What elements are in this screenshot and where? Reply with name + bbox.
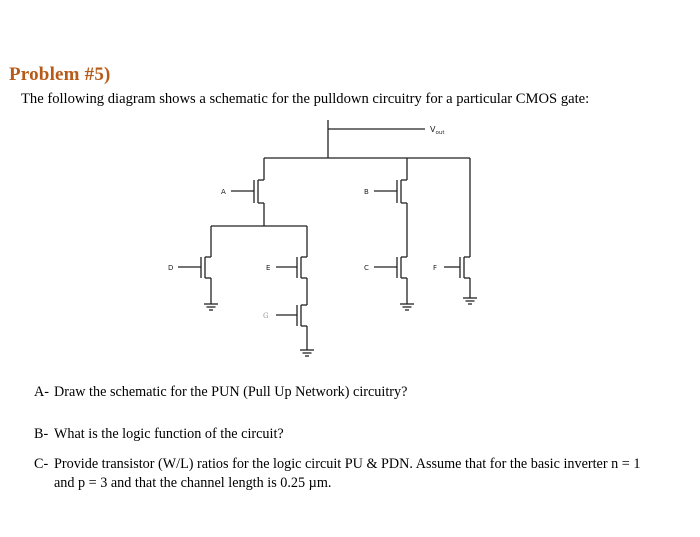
ground-d [204,304,218,310]
transistor-e [266,226,307,305]
input-b-label: B [364,188,369,196]
problem-intro: The following diagram shows a schematic for the pulldown circuitry for a particular CMOS gate: [21,91,590,107]
problem-title: Problem #5) [9,64,111,85]
question-c-text-continued: and p = 3 and that the channel length is 0.25 µm. [54,475,332,491]
question-b-text: What is the logic function of the circuit? [54,426,284,442]
question-c-tag: C- [34,456,49,472]
input-a-label: A [221,188,226,196]
ground-f [463,298,477,304]
transistor-a [221,158,264,226]
transistor-c [364,257,407,304]
question-b-tag: B- [34,426,49,442]
ground-g [300,350,314,356]
question-a-tag: A- [34,384,49,400]
vout-label: $V_{out}$ [430,125,445,136]
input-g-label: G [263,312,269,320]
question-c-text: Provide transistor (W/L) ratios for the logic circuit PU & PDN. Assume that for the basic inverter n = 1 [54,456,641,472]
transistor-g [263,305,307,350]
ground-c [400,304,414,310]
question-a-text: Draw the schematic for the PUN (Pull Up Network) circuitry? [54,384,408,400]
input-e-label: E [266,264,271,272]
transistor-b [364,158,407,257]
output-node [264,120,470,158]
input-f-label: F [433,264,438,272]
input-c-label: C [364,264,369,272]
transistor-f [433,158,470,298]
transistor-d [168,226,211,304]
input-d-label: D [168,264,174,272]
